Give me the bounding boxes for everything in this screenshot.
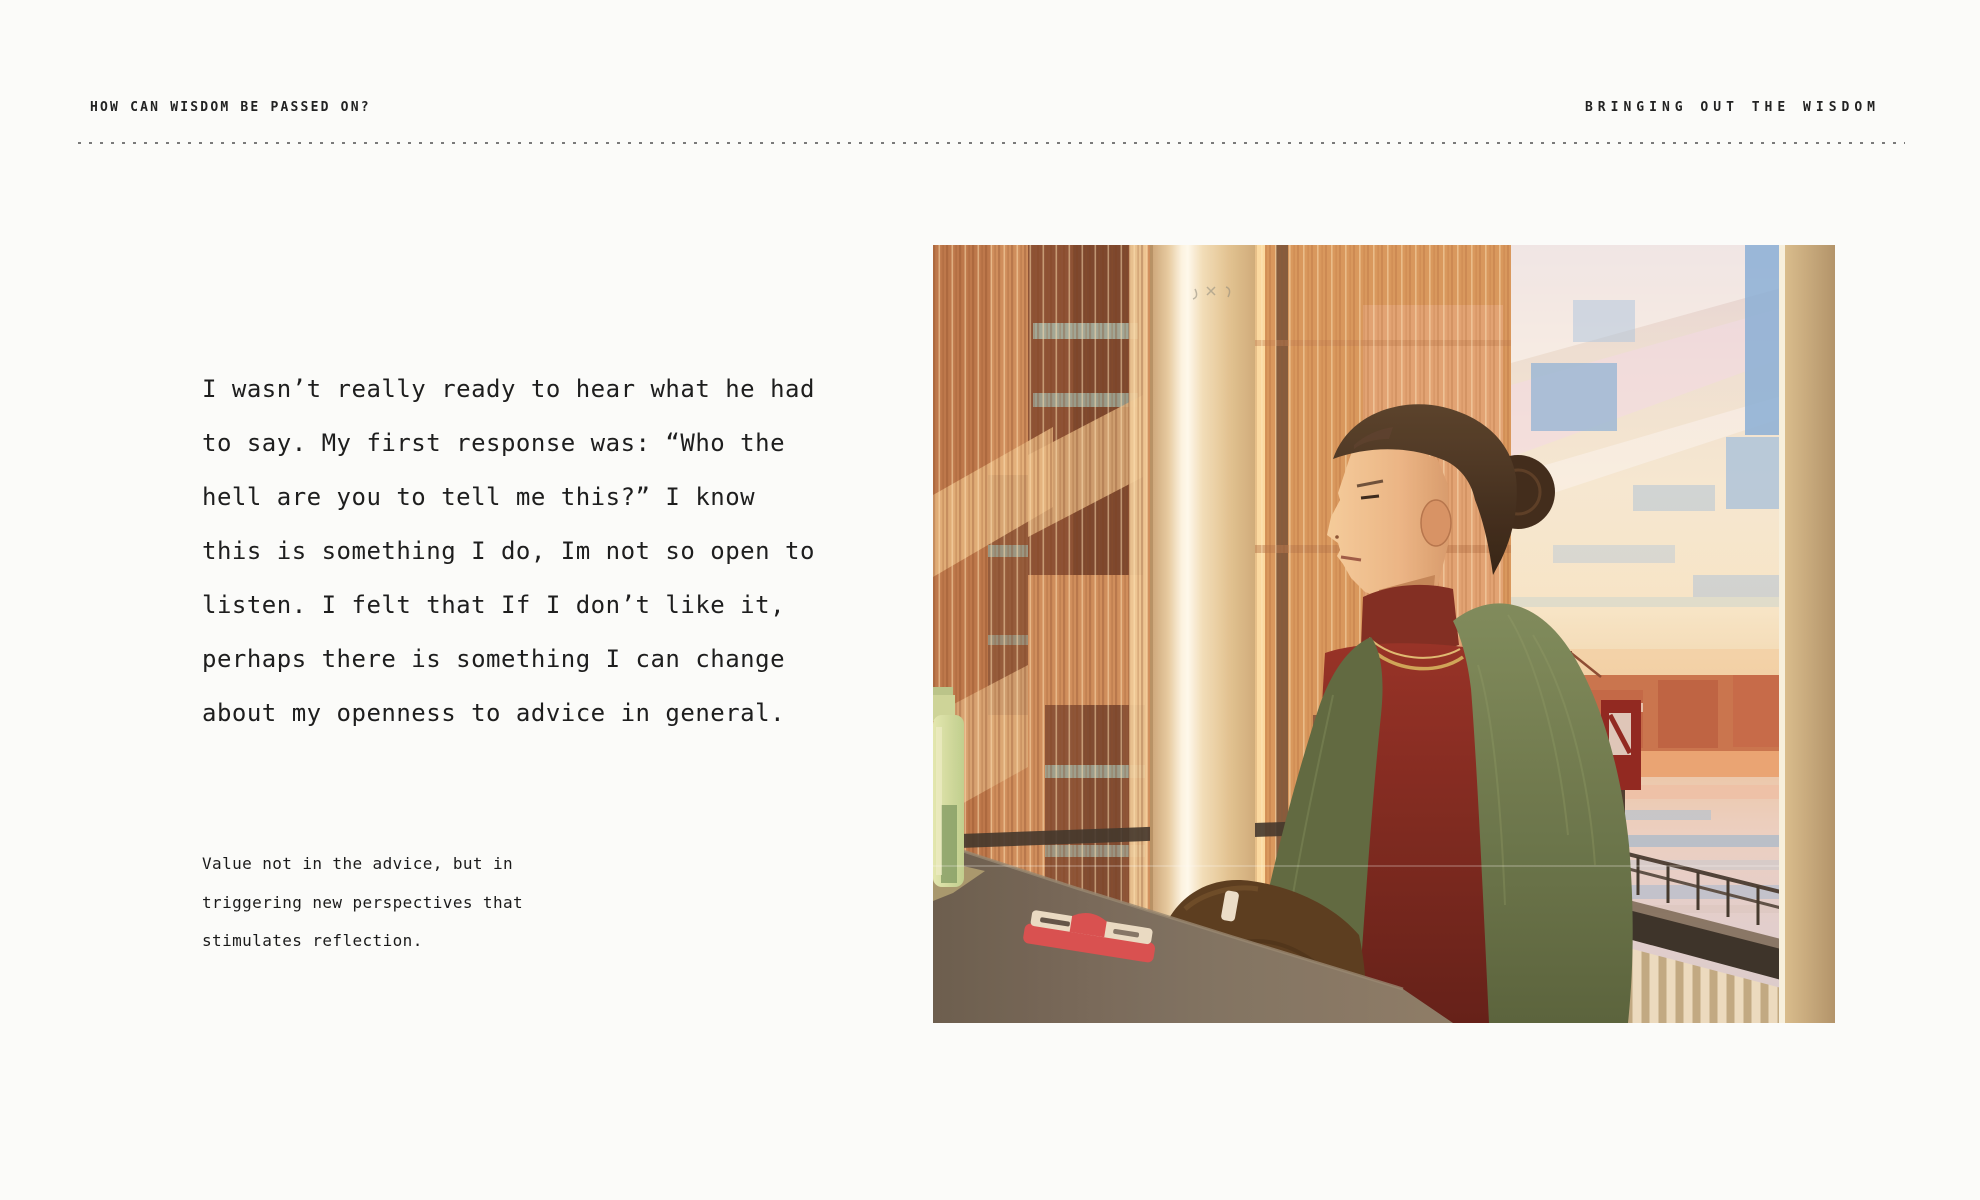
portrait-photo: [933, 245, 1835, 1023]
dotted-divider: [78, 142, 1905, 144]
margin-note: [202, 845, 523, 961]
quote-line: to say. My first response was: “Who the: [202, 429, 786, 457]
quote-line: hell are you to tell me this?” I know: [202, 483, 756, 511]
quote-line: I wasn’t really ready to hear what he had: [202, 375, 815, 403]
portrait-photo-illustration: [933, 245, 1835, 1023]
pull-quote: [202, 362, 815, 740]
quote-line: perhaps there is something I can change: [202, 645, 786, 673]
quote-line: listen. I felt that If I don’t like it,: [202, 591, 786, 619]
page-header-left: HOW CAN WISDOM BE PASSED ON?: [90, 100, 371, 115]
window-frame: [1779, 245, 1835, 1023]
caption-line: triggering new perspectives that: [202, 892, 524, 912]
page-header-right: BRINGING OUT THE WISDOM: [1584, 100, 1880, 115]
quote-line: about my openness to advice in general.: [202, 699, 786, 727]
caption-line: Value not in the advice, but in: [202, 854, 514, 873]
quote-line: this is something I do, Im not so open to: [202, 537, 815, 565]
caption-line: stimulates reflection.: [202, 931, 423, 950]
